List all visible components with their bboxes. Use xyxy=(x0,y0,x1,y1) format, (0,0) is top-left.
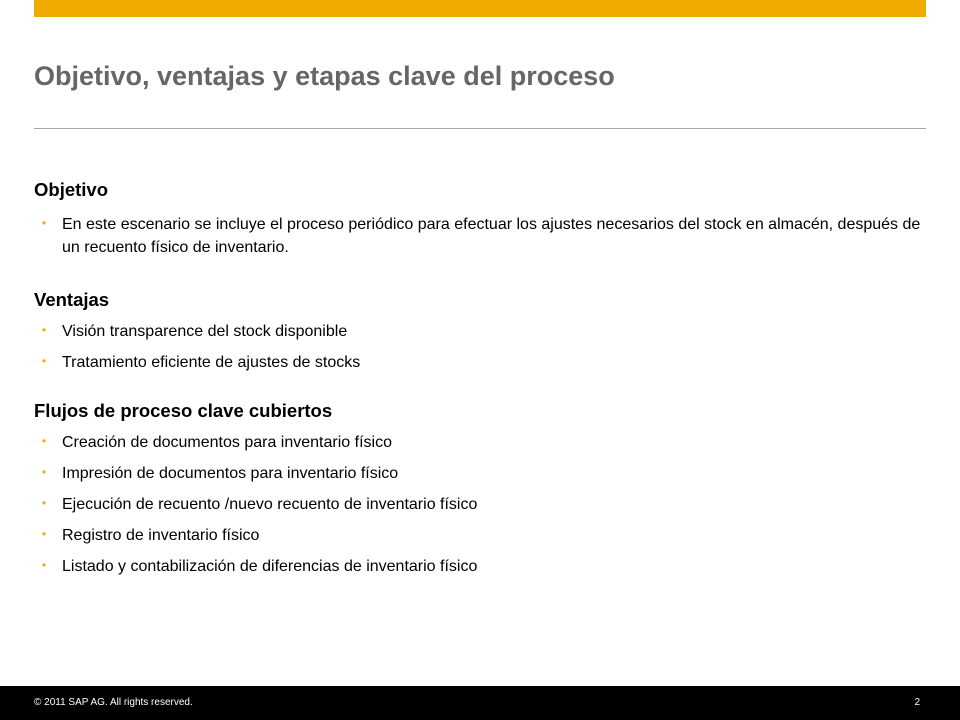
flujos-list xyxy=(42,431,922,586)
bullet-icon: • xyxy=(42,527,47,541)
list-item-text: Listado y contabilización de diferencias de inventario físico xyxy=(62,558,478,575)
bullet-icon: • xyxy=(42,465,47,479)
bullet-icon: • xyxy=(42,323,47,337)
list-item xyxy=(42,555,922,578)
top-accent-bar xyxy=(34,0,926,17)
copyright-text: © 2011 SAP AG. All rights reserved. xyxy=(34,697,193,708)
ventajas-list xyxy=(42,320,922,382)
list-item-text: Visión transparence del stock disponible xyxy=(62,323,348,340)
list-item-text: Creación de documentos para inventario físico xyxy=(62,434,392,451)
page-number: 2 xyxy=(914,697,920,708)
list-item-text: Ejecución de recuento /nuevo recuento de inventario físico xyxy=(62,496,478,513)
bullet-icon: • xyxy=(42,558,47,572)
list-item xyxy=(42,213,922,259)
list-item xyxy=(42,431,922,454)
bullet-icon: • xyxy=(42,496,47,510)
list-item xyxy=(42,351,922,374)
list-item-text: Tratamiento eficiente de ajustes de stocks xyxy=(62,354,361,371)
section-heading-ventajas: Ventajas xyxy=(34,289,110,310)
slide-title: Objetivo, ventajas y etapas clave del proceso xyxy=(34,61,615,91)
list-item xyxy=(42,462,922,485)
list-item xyxy=(42,320,922,343)
objetivo-list xyxy=(42,213,922,267)
bullet-icon: • xyxy=(42,216,47,230)
bullet-icon: • xyxy=(42,434,47,448)
bullet-icon: • xyxy=(42,354,47,368)
title-divider xyxy=(34,128,926,129)
list-item-text: Impresión de documentos para inventario físico xyxy=(62,465,399,482)
list-item xyxy=(42,493,922,516)
section-heading-flujos: Flujos de proceso clave cubiertos xyxy=(34,400,333,421)
list-item-text: Registro de inventario físico xyxy=(62,527,260,544)
section-heading-objetivo: Objetivo xyxy=(34,179,109,200)
list-item-text: En este escenario se incluye el proceso periódico para efectuar los ajustes necesarios del stock en almacén, después de un recuento físico de inventario. xyxy=(62,216,921,256)
list-item xyxy=(42,524,922,547)
